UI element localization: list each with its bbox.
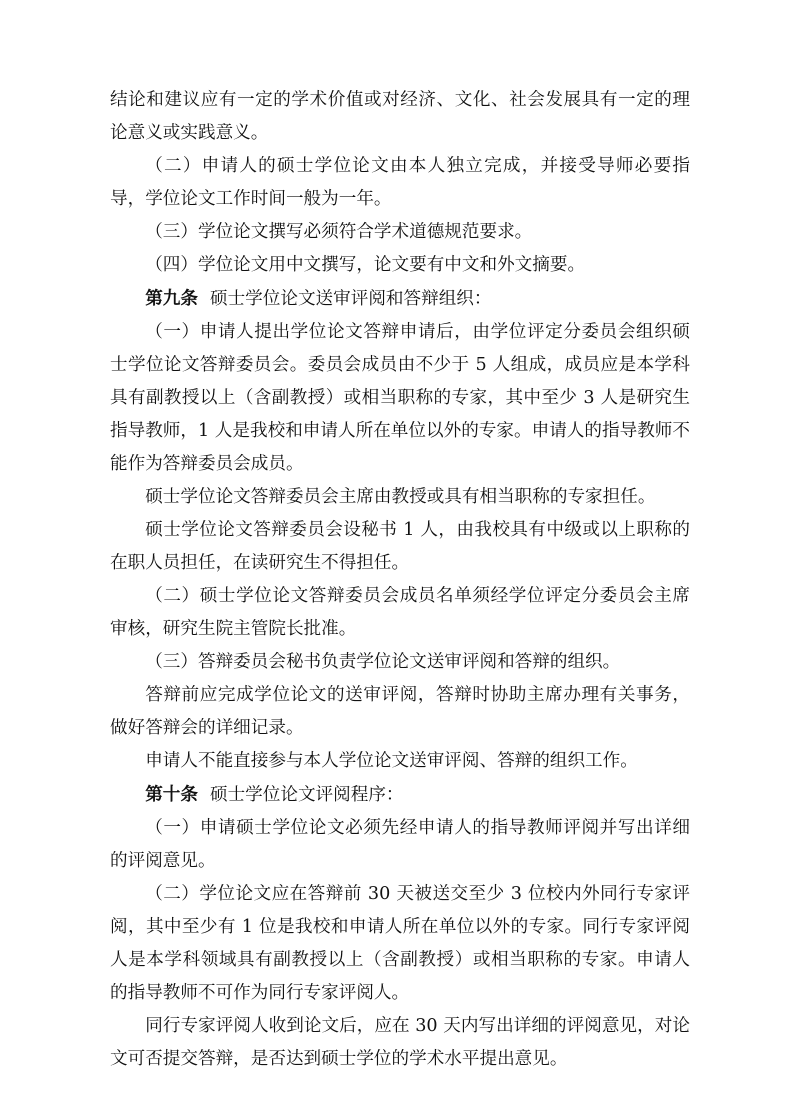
article-10-number: 第十条 <box>145 784 198 805</box>
paragraph-2: （二）申请人的硕士学位论文由本人独立完成，并接受导师必要指导，学位论文工作时间一般为一年。 <box>110 156 690 209</box>
paragraph-1: 结论和建议应有一定的学术价值或对经济、文化、社会发展具有一定的理论意义或实践意义。 <box>110 90 690 143</box>
paragraph-10: （三）答辩委员会秘书负责学位论文送审评阅和答辩的组织。 <box>145 652 621 672</box>
paragraph-15: （二）学位论文应在答辩前 30 天被送交至少 3 位校内外同行专家评阅，其中至少有 1 位是我校和申请人所在单位以外的专家。同行专家评阅人是本学科领域具有副教授以上（含副教授）或相当职称的专家。申请人的指导教师不可作为同行专家评阅人。 <box>110 884 690 1003</box>
paragraph-11: 答辩前应完成学位论文的送审评阅，答辩时协助主席办理有关事务，做好答辩会的详细记录。 <box>110 685 690 738</box>
paragraph-14: （一）申请硕士学位论文必须先经申请人的指导教师评阅并写出详细的评阅意见。 <box>110 818 690 871</box>
paragraph-7: 硕士学位论文答辩委员会主席由教授或具有相当职称的专家担任。 <box>145 487 656 507</box>
paragraph-8: 硕士学位论文答辩委员会设秘书 1 人，由我校具有中级或以上职称的在职人员担任，在读研究生不得担任。 <box>110 520 690 573</box>
paragraph-9: （二）硕士学位论文答辩委员会成员名单须经学位评定分委员会主席审核，研究生院主管院长批准。 <box>110 586 690 639</box>
document-page <box>110 84 690 1076</box>
article-10-title: 硕士学位论文评阅程序： <box>209 785 404 805</box>
paragraph-3: （三）学位论文撰写必须符合学术道德规范要求。 <box>145 222 533 242</box>
article-9-number: 第九条 <box>145 288 198 309</box>
paragraph-6: （一）申请人提出学位论文答辩申请后，由学位评定分委员会组织硕士学位论文答辩委员会。委员会成员由不少于 5 人组成，成员应是本学科具有副教授以上（含副教授）或相当职称的专家，其中至少 3 人是研究生指导教师，1 人是我校和申请人所在单位以外的专家。申请人的指导教师不能作为答辩委员会成员。 <box>110 322 690 474</box>
article-9-title: 硕士学位论文送审评阅和答辩组织： <box>209 289 492 309</box>
paragraph-12: 申请人不能直接参与本人学位论文送审评阅、答辩的组织工作。 <box>145 751 638 771</box>
paragraph-4: （四）学位论文用中文撰写，论文要有中文和外文摘要。 <box>145 255 586 275</box>
article-10-heading <box>110 778 690 812</box>
article-9-heading <box>110 282 690 316</box>
paragraph-16: 同行专家评阅人收到论文后，应在 30 天内写出详细的评阅意见，对论文可否提交答辩，是否达到硕士学位的学术水平提出意见。 <box>110 1016 690 1069</box>
